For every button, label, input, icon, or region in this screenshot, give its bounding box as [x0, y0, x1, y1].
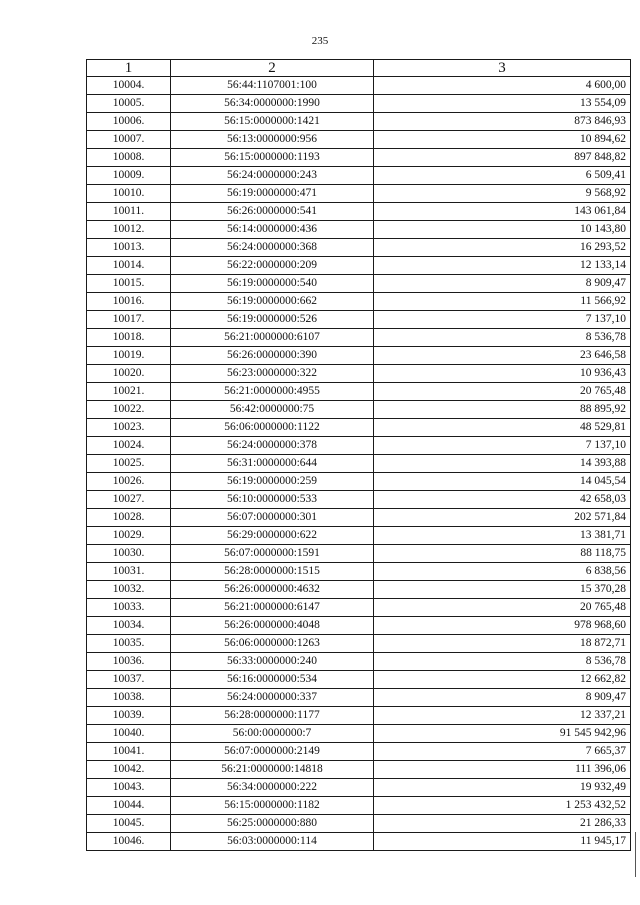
page-edge-mark — [635, 832, 636, 877]
value-cell: 23 646,58 — [374, 347, 631, 365]
value-cell: 897 848,82 — [374, 149, 631, 167]
cadastral-number-cell: 56:07:0000000:2149 — [171, 743, 374, 761]
cadastral-number-cell: 56:06:0000000:1122 — [171, 419, 374, 437]
row-number-cell: 10021. — [87, 383, 171, 401]
cadastral-number-cell: 56:07:0000000:301 — [171, 509, 374, 527]
row-number-cell: 10028. — [87, 509, 171, 527]
table-row — [87, 689, 631, 707]
table-row — [87, 527, 631, 545]
cadastral-number-cell: 56:15:0000000:1421 — [171, 113, 374, 131]
row-number-cell: 10043. — [87, 779, 171, 797]
row-number-cell: 10045. — [87, 815, 171, 833]
table-row — [87, 491, 631, 509]
cadastral-number-cell: 56:28:0000000:1515 — [171, 563, 374, 581]
cadastral-number-cell: 56:21:0000000:6107 — [171, 329, 374, 347]
table-row — [87, 545, 631, 563]
cadastral-number-cell: 56:00:0000000:7 — [171, 725, 374, 743]
cadastral-number-cell: 56:19:0000000:540 — [171, 275, 374, 293]
value-cell: 11 945,17 — [374, 833, 631, 851]
cadastral-number-cell: 56:24:0000000:368 — [171, 239, 374, 257]
cadastral-number-cell: 56:10:0000000:533 — [171, 491, 374, 509]
column-header-2: 2 — [171, 60, 374, 77]
value-cell: 978 968,60 — [374, 617, 631, 635]
table-row — [87, 221, 631, 239]
cadastral-number-cell: 56:19:0000000:662 — [171, 293, 374, 311]
value-cell: 13 554,09 — [374, 95, 631, 113]
row-number-cell: 10026. — [87, 473, 171, 491]
row-number-cell: 10033. — [87, 599, 171, 617]
value-cell: 16 293,52 — [374, 239, 631, 257]
table-row — [87, 95, 631, 113]
value-cell: 20 765,48 — [374, 383, 631, 401]
table-row — [87, 653, 631, 671]
cadastral-table — [86, 59, 631, 851]
value-cell: 48 529,81 — [374, 419, 631, 437]
value-cell: 143 061,84 — [374, 203, 631, 221]
row-number-cell: 10017. — [87, 311, 171, 329]
table-row — [87, 509, 631, 527]
row-number-cell: 10042. — [87, 761, 171, 779]
cadastral-number-cell: 56:26:0000000:541 — [171, 203, 374, 221]
row-number-cell: 10014. — [87, 257, 171, 275]
cadastral-number-cell: 56:23:0000000:322 — [171, 365, 374, 383]
row-number-cell: 10025. — [87, 455, 171, 473]
table-row — [87, 563, 631, 581]
value-cell: 6 509,41 — [374, 167, 631, 185]
row-number-cell: 10013. — [87, 239, 171, 257]
table-row — [87, 797, 631, 815]
value-cell: 8 909,47 — [374, 275, 631, 293]
row-number-cell: 10020. — [87, 365, 171, 383]
table-row — [87, 671, 631, 689]
value-cell: 202 571,84 — [374, 509, 631, 527]
cadastral-number-cell: 56:33:0000000:240 — [171, 653, 374, 671]
table-row — [87, 635, 631, 653]
table-row — [87, 329, 631, 347]
table-row — [87, 203, 631, 221]
table-row — [87, 365, 631, 383]
table-row — [87, 779, 631, 797]
row-number-cell: 10041. — [87, 743, 171, 761]
cadastral-number-cell: 56:19:0000000:471 — [171, 185, 374, 203]
row-number-cell: 10015. — [87, 275, 171, 293]
cadastral-number-cell: 56:24:0000000:378 — [171, 437, 374, 455]
value-cell: 42 658,03 — [374, 491, 631, 509]
row-number-cell: 10016. — [87, 293, 171, 311]
row-number-cell: 10010. — [87, 185, 171, 203]
row-number-cell: 10012. — [87, 221, 171, 239]
value-cell: 14 045,54 — [374, 473, 631, 491]
value-cell: 6 838,56 — [374, 563, 631, 581]
row-number-cell: 10027. — [87, 491, 171, 509]
table-row — [87, 347, 631, 365]
cadastral-number-cell: 56:26:0000000:390 — [171, 347, 374, 365]
table-row — [87, 581, 631, 599]
cadastral-number-cell: 56:13:0000000:956 — [171, 131, 374, 149]
table-row — [87, 293, 631, 311]
table-row — [87, 725, 631, 743]
row-number-cell: 10034. — [87, 617, 171, 635]
row-number-cell: 10046. — [87, 833, 171, 851]
row-number-cell: 10039. — [87, 707, 171, 725]
value-cell: 1 253 432,52 — [374, 797, 631, 815]
value-cell: 15 370,28 — [374, 581, 631, 599]
row-number-cell: 10038. — [87, 689, 171, 707]
cadastral-number-cell: 56:26:0000000:4632 — [171, 581, 374, 599]
value-cell: 18 872,71 — [374, 635, 631, 653]
table-row — [87, 437, 631, 455]
cadastral-number-cell: 56:14:0000000:436 — [171, 221, 374, 239]
value-cell: 14 393,88 — [374, 455, 631, 473]
table-row — [87, 383, 631, 401]
row-number-cell: 10023. — [87, 419, 171, 437]
table-row — [87, 599, 631, 617]
row-number-cell: 10022. — [87, 401, 171, 419]
value-cell: 8 909,47 — [374, 689, 631, 707]
page-number: 235 — [311, 35, 329, 47]
value-cell: 12 133,14 — [374, 257, 631, 275]
row-number-cell: 10019. — [87, 347, 171, 365]
table-row — [87, 419, 631, 437]
table-row — [87, 131, 631, 149]
cadastral-number-cell: 56:21:0000000:4955 — [171, 383, 374, 401]
cadastral-number-cell: 56:15:0000000:1182 — [171, 797, 374, 815]
row-number-cell: 10031. — [87, 563, 171, 581]
cadastral-number-cell: 56:26:0000000:4048 — [171, 617, 374, 635]
row-number-cell: 10009. — [87, 167, 171, 185]
row-number-cell: 10030. — [87, 545, 171, 563]
row-number-cell: 10005. — [87, 95, 171, 113]
cadastral-number-cell: 56:31:0000000:644 — [171, 455, 374, 473]
table-row — [87, 761, 631, 779]
cadastral-number-cell: 56:34:0000000:1990 — [171, 95, 374, 113]
value-cell: 7 665,37 — [374, 743, 631, 761]
value-cell: 12 337,21 — [374, 707, 631, 725]
row-number-cell: 10029. — [87, 527, 171, 545]
table-row — [87, 815, 631, 833]
cadastral-number-cell: 56:24:0000000:337 — [171, 689, 374, 707]
row-number-cell: 10035. — [87, 635, 171, 653]
cadastral-number-cell: 56:06:0000000:1263 — [171, 635, 374, 653]
row-number-cell: 10044. — [87, 797, 171, 815]
column-header-3: 3 — [374, 60, 631, 77]
table-row — [87, 833, 631, 851]
cadastral-number-cell: 56:03:0000000:114 — [171, 833, 374, 851]
value-cell: 9 568,92 — [374, 185, 631, 203]
table-row — [87, 617, 631, 635]
table-body — [87, 77, 631, 851]
table-row — [87, 239, 631, 257]
value-cell: 8 536,78 — [374, 653, 631, 671]
value-cell: 4 600,00 — [374, 77, 631, 95]
table-row — [87, 743, 631, 761]
row-number-cell: 10008. — [87, 149, 171, 167]
value-cell: 91 545 942,96 — [374, 725, 631, 743]
table-row — [87, 167, 631, 185]
cadastral-number-cell: 56:24:0000000:243 — [171, 167, 374, 185]
column-header-1: 1 — [87, 60, 171, 77]
value-cell: 7 137,10 — [374, 437, 631, 455]
cadastral-number-cell: 56:19:0000000:259 — [171, 473, 374, 491]
row-number-cell: 10007. — [87, 131, 171, 149]
value-cell: 20 765,48 — [374, 599, 631, 617]
cadastral-number-cell: 56:19:0000000:526 — [171, 311, 374, 329]
value-cell: 8 536,78 — [374, 329, 631, 347]
value-cell: 19 932,49 — [374, 779, 631, 797]
cadastral-number-cell: 56:15:0000000:1193 — [171, 149, 374, 167]
row-number-cell: 10011. — [87, 203, 171, 221]
value-cell: 10 894,62 — [374, 131, 631, 149]
row-number-cell: 10018. — [87, 329, 171, 347]
table-row — [87, 185, 631, 203]
row-number-cell: 10036. — [87, 653, 171, 671]
value-cell: 10 143,80 — [374, 221, 631, 239]
cadastral-number-cell: 56:22:0000000:209 — [171, 257, 374, 275]
cadastral-number-cell: 56:25:0000000:880 — [171, 815, 374, 833]
cadastral-number-cell: 56:42:0000000:75 — [171, 401, 374, 419]
cadastral-number-cell: 56:21:0000000:14818 — [171, 761, 374, 779]
row-number-cell: 10037. — [87, 671, 171, 689]
table-row — [87, 455, 631, 473]
cadastral-number-cell: 56:07:0000000:1591 — [171, 545, 374, 563]
cadastral-number-cell: 56:16:0000000:534 — [171, 671, 374, 689]
row-number-cell: 10032. — [87, 581, 171, 599]
table-row — [87, 113, 631, 131]
row-number-cell: 10004. — [87, 77, 171, 95]
value-cell: 7 137,10 — [374, 311, 631, 329]
value-cell: 88 118,75 — [374, 545, 631, 563]
row-number-cell: 10040. — [87, 725, 171, 743]
cadastral-number-cell: 56:44:1107001:100 — [171, 77, 374, 95]
value-cell: 10 936,43 — [374, 365, 631, 383]
table-row — [87, 257, 631, 275]
cadastral-number-cell: 56:28:0000000:1177 — [171, 707, 374, 725]
cadastral-number-cell: 56:21:0000000:6147 — [171, 599, 374, 617]
table-row — [87, 401, 631, 419]
table-row — [87, 311, 631, 329]
value-cell: 13 381,71 — [374, 527, 631, 545]
value-cell: 88 895,92 — [374, 401, 631, 419]
table-header-row — [87, 60, 631, 77]
row-number-cell: 10006. — [87, 113, 171, 131]
value-cell: 873 846,93 — [374, 113, 631, 131]
value-cell: 21 286,33 — [374, 815, 631, 833]
table-row — [87, 707, 631, 725]
value-cell: 111 396,06 — [374, 761, 631, 779]
row-number-cell: 10024. — [87, 437, 171, 455]
table-row — [87, 473, 631, 491]
value-cell: 11 566,92 — [374, 293, 631, 311]
cadastral-number-cell: 56:29:0000000:622 — [171, 527, 374, 545]
table-row — [87, 149, 631, 167]
table-row — [87, 77, 631, 95]
value-cell: 12 662,82 — [374, 671, 631, 689]
table-row — [87, 275, 631, 293]
cadastral-number-cell: 56:34:0000000:222 — [171, 779, 374, 797]
